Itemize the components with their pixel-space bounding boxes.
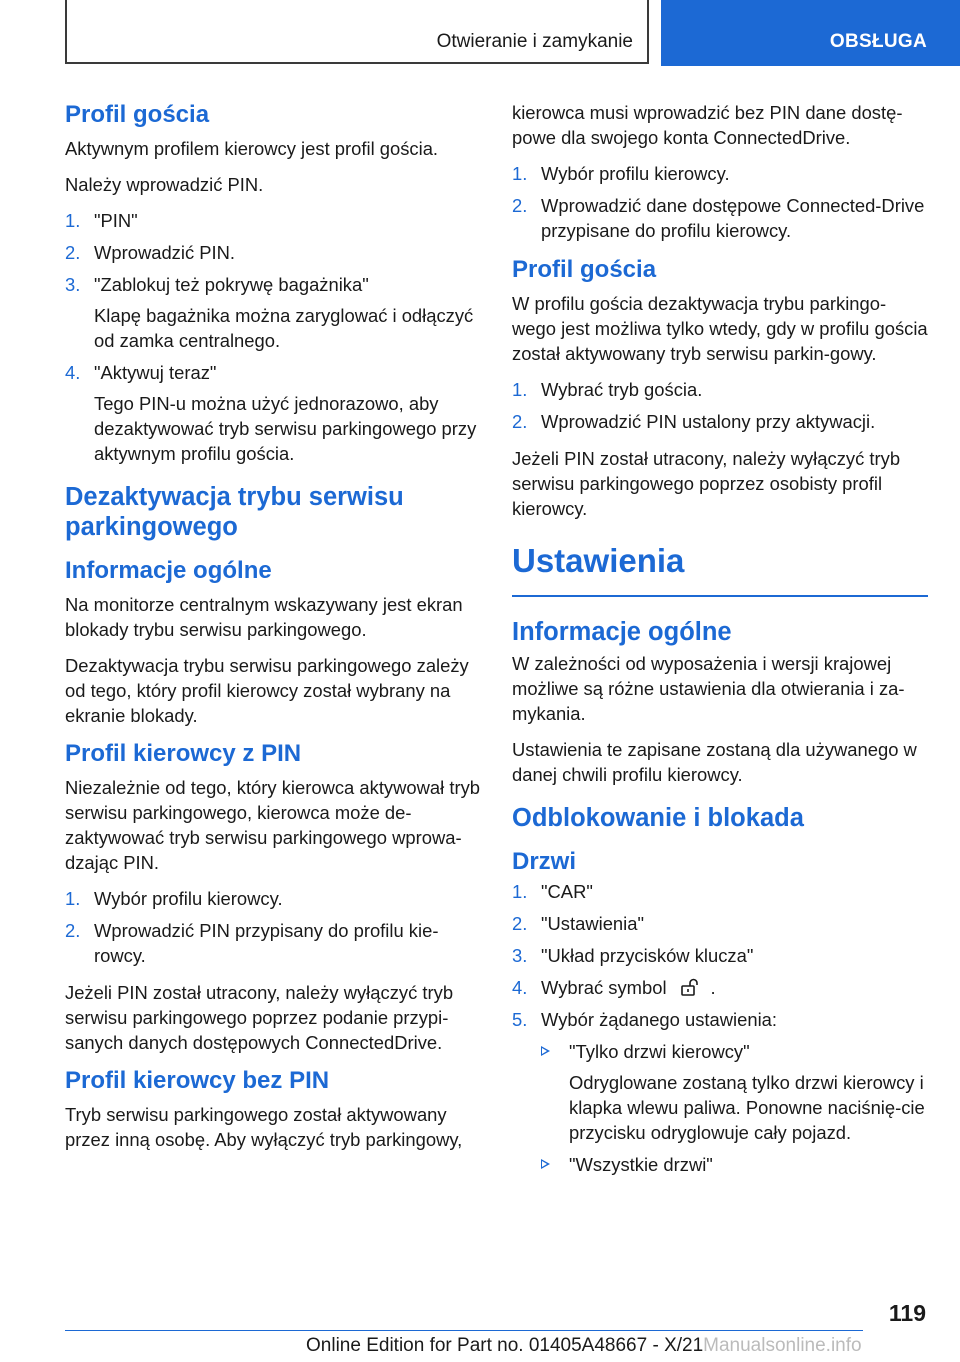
step-number: 1. xyxy=(65,210,81,231)
footer-divider xyxy=(65,1330,863,1331)
page-number: 119 xyxy=(888,1300,926,1326)
step-text: "PIN" xyxy=(94,210,138,231)
step-number: 4. xyxy=(65,362,81,383)
steps-guest-pin xyxy=(65,208,481,466)
paragraph: Dezaktywacja trybu serwisu parkingowego zależy od tego, który profil kierowcy został wybrany na ekranie blokady. xyxy=(65,655,469,726)
steps-no-pin xyxy=(512,161,928,243)
list-item xyxy=(512,193,928,243)
heading-deactivation: Dezaktywacja trybu serwisu parkingowego xyxy=(65,483,404,541)
heading-general-info: Informacje ogólne xyxy=(65,557,272,584)
list-item xyxy=(65,360,481,466)
list-item xyxy=(512,161,928,186)
step-text: Wybrać tryb gościa. xyxy=(541,379,703,400)
steps-driver-pin xyxy=(65,886,481,968)
heading-general-info: Informacje ogólne xyxy=(512,618,732,646)
paragraph: Tryb serwisu parkingowego został aktywowany przez inną osobę. Aby wyłączyć tryb parkingowy, xyxy=(65,1104,463,1150)
step-text: "Ustawienia" xyxy=(541,913,645,934)
list-item xyxy=(65,240,481,265)
triangle-bullet-icon xyxy=(541,1046,550,1056)
list-item xyxy=(512,943,928,968)
right-column xyxy=(512,100,928,1184)
step-number: 3. xyxy=(512,945,528,966)
paragraph: W zależności od wyposażenia i wersji krajowej możliwe są różne ustawienia dla otwierania i za‐mykania. xyxy=(512,653,905,724)
step-text: "Układ przycisków klucza" xyxy=(541,945,754,966)
step-text: "Aktywuj teraz" xyxy=(94,362,217,383)
step-text: Wprowadzić PIN ustalony przy aktywacji. xyxy=(541,411,876,432)
heading-doors: Drzwi xyxy=(512,848,577,875)
list-item xyxy=(512,879,928,904)
paragraph: Należy wprowadzić PIN. xyxy=(65,174,264,195)
step-text: Wybór żądanego ustawienia: xyxy=(541,1009,777,1030)
list-item xyxy=(65,886,481,911)
heading-driver-profile-pin: Profil kierowcy z PIN xyxy=(65,740,302,767)
step-number: 2. xyxy=(512,913,528,934)
header-section-title: Otwieranie i zamykanie xyxy=(436,31,633,52)
list-item xyxy=(512,975,928,1000)
option-item xyxy=(541,1152,928,1177)
heading-settings: Ustawienia xyxy=(512,541,928,597)
paragraph: Aktywnym profilem kierowcy jest profil gościa. xyxy=(65,138,439,159)
step-number: 5. xyxy=(512,1009,528,1030)
step-number: 3. xyxy=(65,274,81,295)
heading-guest-profile: Profil gościa xyxy=(65,101,210,128)
heading-unlock-lock: Odblokowanie i blokada xyxy=(512,804,804,832)
footer-edition xyxy=(306,1335,862,1357)
step-text: Wybrać symbol xyxy=(541,977,667,998)
list-item xyxy=(512,911,928,936)
step-number: 2. xyxy=(65,242,81,263)
step-number: 1. xyxy=(65,888,81,909)
list-item xyxy=(512,409,928,434)
footer-edition-text: Online Edition for Part no. 01405A48667 - X/21 xyxy=(306,1335,704,1356)
list-item xyxy=(512,377,928,402)
triangle-bullet-icon xyxy=(541,1159,550,1169)
step-text: "CAR" xyxy=(541,881,593,902)
paragraph: Niezależnie od tego, który kierowca aktywował tryb serwisu parkingowego, kierowca może de‐zaktywować tryb serwisu parkingowego wprowa‐dzając PIN. xyxy=(65,777,480,873)
paragraph: Jeżeli PIN został utracony, należy wyłączyć tryb serwisu parkingowego poprzez podanie przypi‐sanych danych dostępowych ConnectedDrive. xyxy=(65,982,454,1053)
paragraph: Ustawienia te zapisane zostaną dla używanego w danej chwili profilu kierowcy. xyxy=(512,739,917,785)
list-item xyxy=(65,918,481,968)
step-text-end: . xyxy=(710,977,716,998)
option-text: "Tylko drzwi kierowcy" xyxy=(569,1041,750,1062)
step-number: 1. xyxy=(512,379,528,400)
steps-doors xyxy=(512,879,928,1032)
option-note: Odryglowane zostaną tylko drzwi kierowcy i klapka wlewu paliwa. Ponowne naciśnię‐cie przycisku odryglowuje cały pojazd. xyxy=(569,1072,925,1143)
left-column xyxy=(65,100,481,1163)
step-number: 4. xyxy=(512,977,528,998)
list-item xyxy=(65,208,481,233)
unlock-icon xyxy=(679,978,701,996)
heading-driver-profile-no-pin: Profil kierowcy bez PIN xyxy=(65,1067,330,1094)
step-note: Tego PIN-u można użyć jednorazowo, aby dezaktywować tryb serwisu parkingowego przy aktywnym profilu gościa. xyxy=(94,393,477,464)
header-section-box xyxy=(65,0,649,64)
step-number: 2. xyxy=(512,411,528,432)
paragraph: kierowca musi wprowadzić bez PIN dane dostę‐powe dla swojego konta ConnectedDrive. xyxy=(512,102,903,148)
step-number: 2. xyxy=(512,195,528,216)
heading-guest-profile: Profil gościa xyxy=(512,256,657,283)
footer-watermark: Manualsonline.info xyxy=(703,1335,862,1356)
step-text: Wprowadzić dane dostępowe Connected‐Drive przypisane do profilu kierowcy. xyxy=(541,195,925,241)
steps-guest xyxy=(512,377,928,434)
step-text: Wprowadzić PIN. xyxy=(94,242,236,263)
header-chapter-title: OBSŁUGA xyxy=(829,31,927,52)
option-text: "Wszystkie drzwi" xyxy=(569,1154,713,1175)
step-number: 2. xyxy=(65,920,81,941)
step-text: Wybór profilu kierowcy. xyxy=(541,163,730,184)
paragraph: Na monitorze centralnym wskazywany jest ekran blokady trybu serwisu parkingowego. xyxy=(65,594,463,640)
step-text: Wybór profilu kierowcy. xyxy=(94,888,283,909)
header-chapter-tab[interactable] xyxy=(661,0,960,66)
step-note: Klapę bagażnika można zaryglować i odłączyć od zamka centralnego. xyxy=(94,305,474,351)
step-number: 1. xyxy=(512,163,528,184)
step-number: 1. xyxy=(512,881,528,902)
list-item xyxy=(65,272,481,353)
step-text: "Zablokuj też pokrywę bagażnika" xyxy=(94,274,369,295)
option-item xyxy=(541,1039,928,1145)
paragraph: Jeżeli PIN został utracony, należy wyłączyć tryb serwisu parkingowego poprzez osobisty profil kierowcy. xyxy=(512,448,901,519)
list-item xyxy=(512,1007,928,1032)
paragraph: W profilu gościa dezaktywacja trybu parkingo‐wego jest możliwa tylko wtedy, gdy w profilu gościa został aktywowany tryb serwisu parkin‐gowy. xyxy=(512,293,928,364)
settings-options xyxy=(541,1039,928,1177)
step-text: Wprowadzić PIN przypisany do profilu kie‐rowcy. xyxy=(94,920,439,966)
